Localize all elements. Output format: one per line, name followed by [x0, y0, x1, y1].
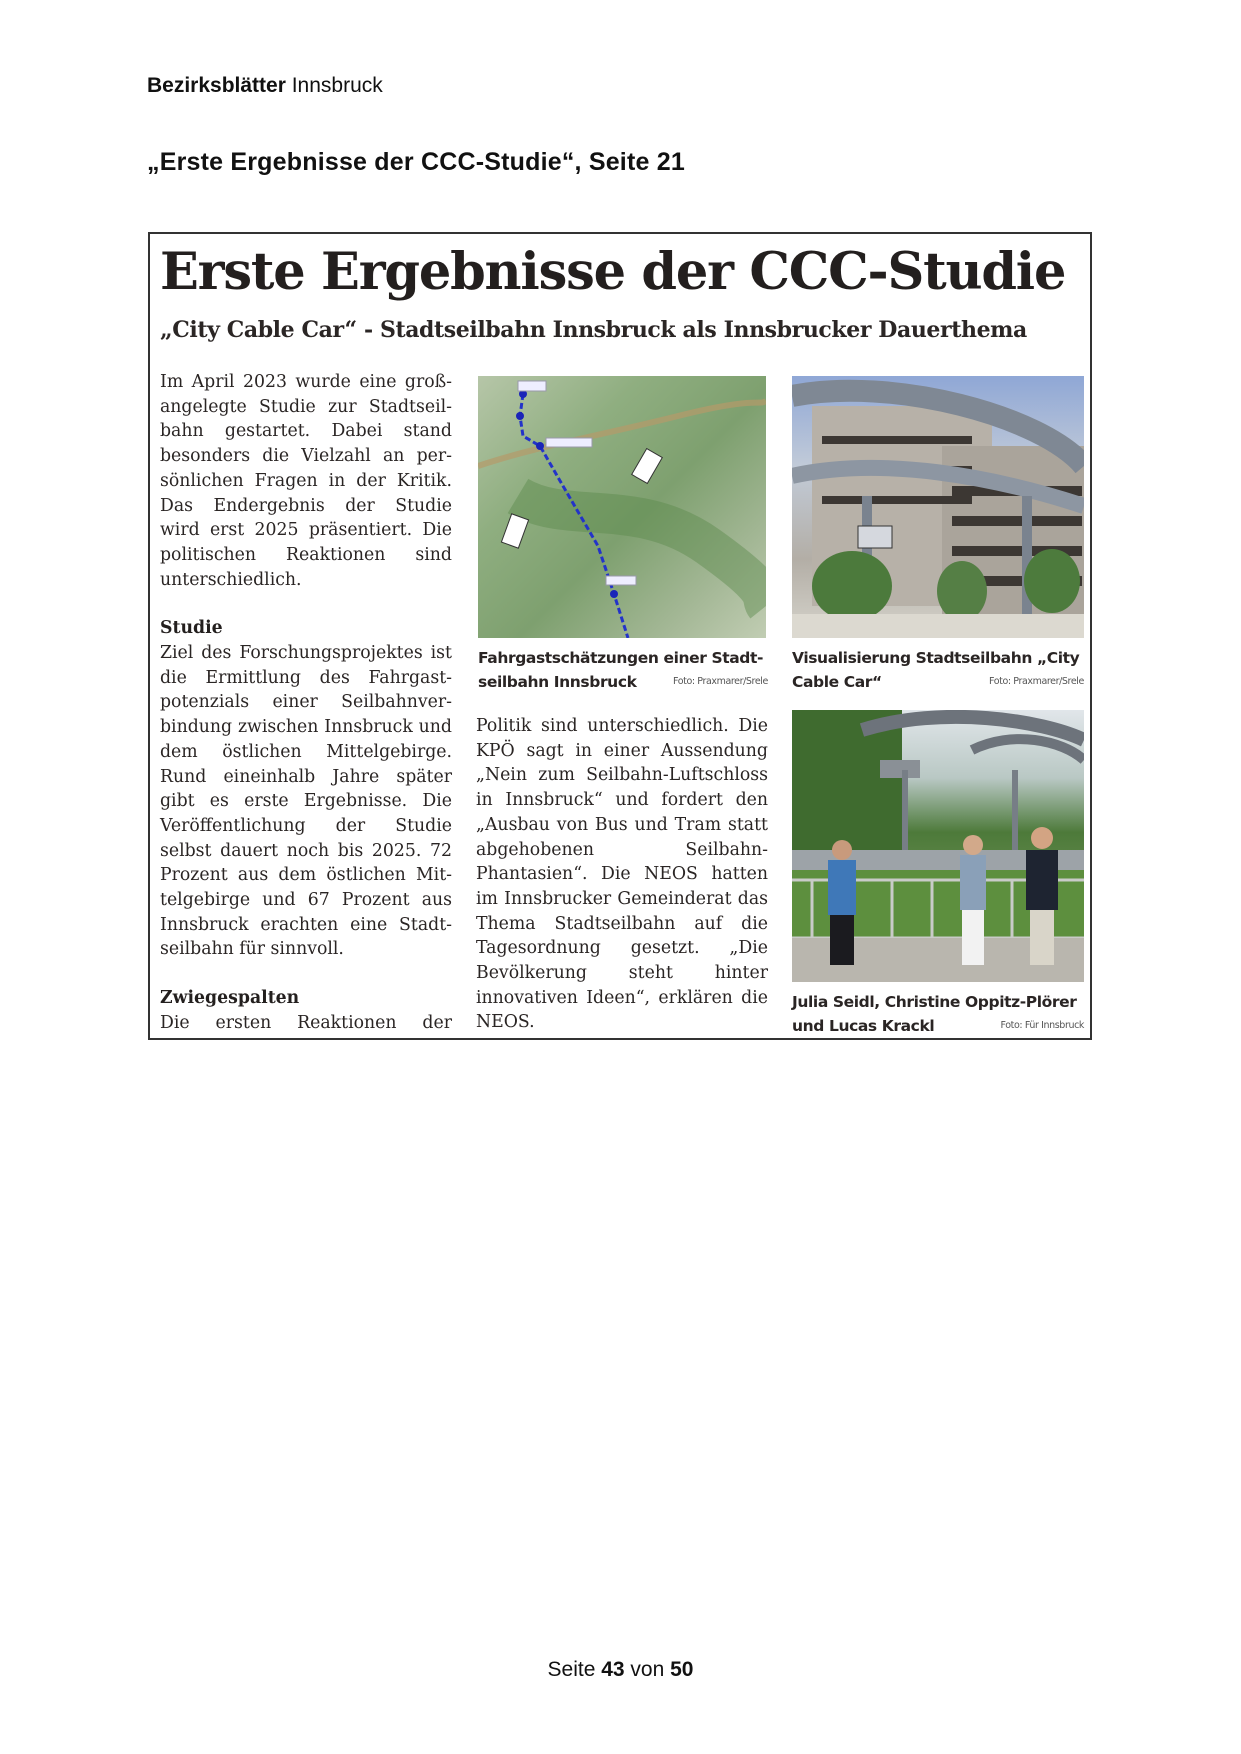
footer-prefix: Seite — [547, 1658, 602, 1681]
publication-name-bold: Bezirksblätter — [147, 74, 286, 97]
page-footer — [0, 1658, 1241, 1682]
map-caption — [478, 646, 768, 696]
section-heading-studie: Studie — [160, 618, 223, 639]
footer-middle: von — [624, 1658, 671, 1681]
section-heading-zwiegespalten: Zwiegespalten — [160, 988, 300, 1009]
group-photo-caption — [792, 990, 1084, 1040]
section-text-studie: Ziel des Forschungsprojektes ist die Ermittlung des Fahrgastpotenzials einer Seilbahnverbindung zwischen Innsbruck und dem östlichen Mittelgebirge. Rund eineinhalb Jahre später gibt es erste Ergebnisse. Die Veröffentlichung der Studie selbst dauert noch bis 2025. 72 Prozent aus dem östlichen Mittelgebirge und 67 Prozent aus Innsbruck erachten eine Stadtseilbahn für sinnvoll. — [160, 643, 452, 960]
visualization-image — [792, 376, 1084, 638]
article-intro: Im April 2023 wurde eine großangelegte Studie zur Stadtseilbahn gestartet. Dabei stand besonders die Vielzahl an persönlichen Fragen in der Kritik. Das Endergebnis der Studie wird erst 2025 präsentiert. Die politischen Reaktionen sind unterschiedlich. — [160, 372, 452, 590]
visualization-caption-text: Visualisierung Stadtseilbahn „City Cable Car“ — [792, 649, 1080, 691]
article-column-1 — [160, 370, 452, 1036]
group-photo-caption-text: Julia Seidl, Christine Oppitz-Plörer und Lucas Krackl — [792, 993, 1077, 1035]
total-page-count: 50 — [670, 1658, 694, 1681]
cable-car-rendering — [792, 376, 1084, 638]
article-subheadline: „City Cable Car“ - Stadtseilbahn Innsbruck als Innsbrucker Dauerthema — [160, 317, 1027, 343]
visualization-caption — [792, 646, 1084, 696]
publication-name-rest: Innsbruck — [285, 74, 383, 97]
group-photo — [792, 710, 1084, 982]
section-text-zwiegespalten-cont: Politik sind unterschiedlich. Die KPÖ sagt in einer Aussendung „Nein zum Seilbahn-Luftschloss in Innsbruck“ und fordert den „Ausbau von Bus und Tram statt abgehobenen Seilbahn-Phantasien“. Die NEOS hatten im Innsbrucker Gemeinderat das Thema Stadtseilbahn auf die Tagesordnung gesetzt. „Die Bevölkerung steht hinter innovativen Ideen“, erklären die NEOS. — [476, 716, 768, 1033]
map-photo-credit: Foto: Praxmarer/Srele — [673, 676, 768, 687]
section-text-zwiegespalten-start: Die ersten Reaktionen der — [160, 1012, 452, 1033]
publication-header — [147, 74, 383, 98]
map-caption-text: Fahrgastschätzungen einer Stadtseilbahn Innsbruck — [478, 649, 764, 691]
article-column-2 — [476, 714, 768, 1035]
document-title: „Erste Ergebnisse der CCC-Studie“, Seite 21 — [147, 148, 685, 176]
newspaper-clipping — [148, 232, 1092, 1040]
current-page-number: 43 — [601, 1658, 625, 1681]
group-photo-credit: Foto: Für Innsbruck — [1000, 1020, 1084, 1031]
map-illustration — [478, 376, 766, 638]
visualization-photo-credit: Foto: Praxmarer/Srele — [989, 676, 1084, 687]
group-photo-illustration — [792, 710, 1084, 982]
map-image — [478, 376, 766, 638]
article-headline: Erste Ergebnisse der CCC-Studie — [160, 242, 1066, 302]
